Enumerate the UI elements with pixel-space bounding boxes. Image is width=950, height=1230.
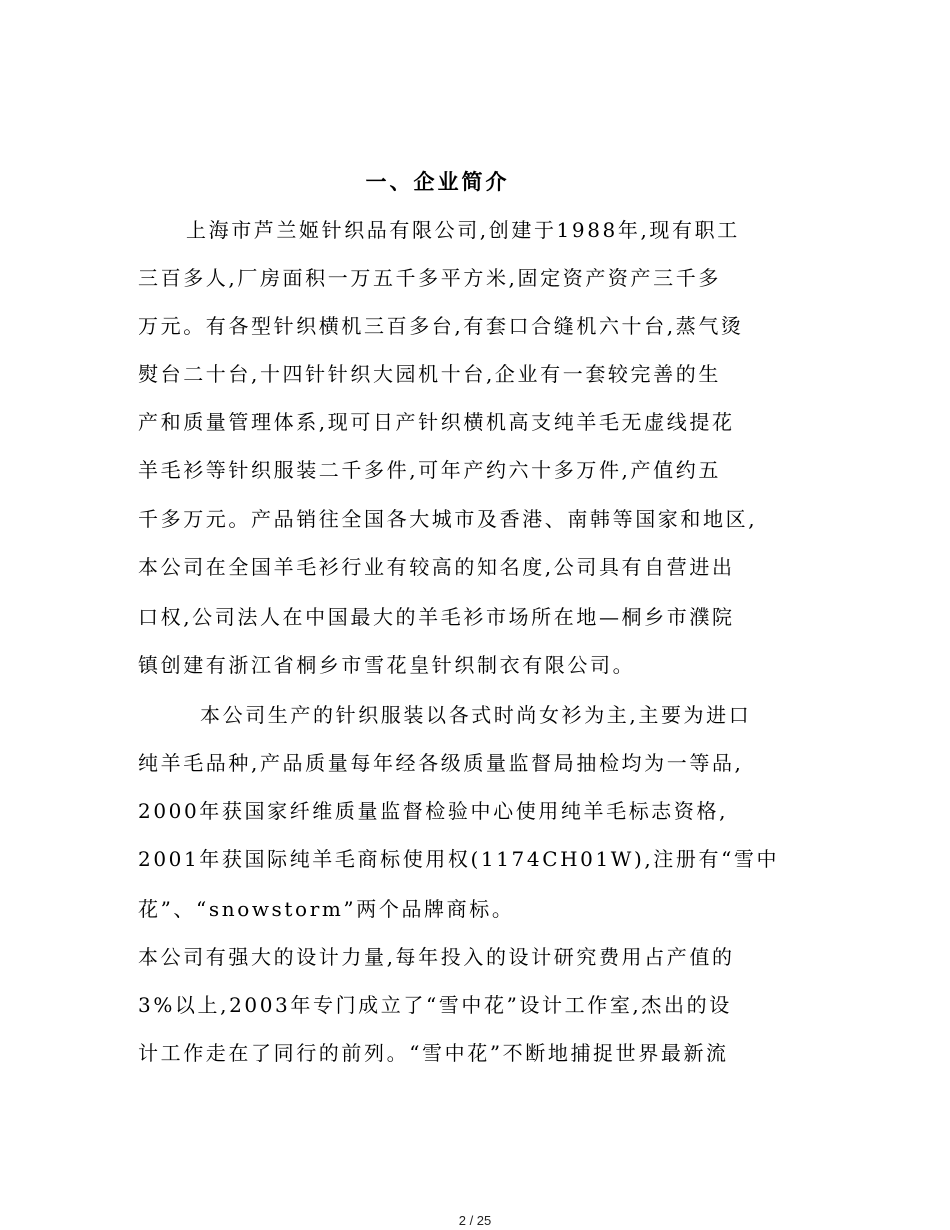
paragraph-line: 产和质量管理体系,现可日产针织横机高支纯羊毛无虚线提花 <box>138 410 735 434</box>
paragraph-line: 纯羊毛品种,产品质量每年经各级质量监督局抽检均为一等品, <box>138 751 744 775</box>
paragraph-line: 本公司生产的针织服装以各式时尚女衫为主,主要为进口 <box>200 703 752 727</box>
paragraph-line: 本公司在全国羊毛衫行业有较高的知名度,公司具有自营进出 <box>138 555 735 579</box>
section-title: 一、企业简介 <box>365 169 510 194</box>
paragraph-line: 千多万元。产品销往全国各大城市及香港、南韩等国家和地区, <box>138 507 758 531</box>
paragraph-line: 三百多人,厂房面积一万五千多平方米,固定资产资产三千多 <box>138 266 721 290</box>
paragraph-line: 计工作走在了同行的前列。“雪中花”不断地捕捉世界最新流 <box>138 1041 729 1065</box>
paragraph-line: 上海市芦兰姬针织品有限公司,创建于1988年,现有职工 <box>186 218 740 242</box>
paragraph-line: 口权,公司法人在中国最大的羊毛衫市场所在地—桐乡市濮院 <box>138 605 735 629</box>
paragraph-line: 本公司有强大的设计力量,每年投入的设计研究费用占产值的 <box>138 945 735 969</box>
paragraph-line: 2001年获国际纯羊毛商标使用权(1174CH01W),注册有“雪中 <box>138 847 780 871</box>
paragraph-line: 万元。有各型针织横机三百多台,有套口合缝机六十台,蒸气烫 <box>138 314 744 338</box>
paragraph-line: 3%以上,2003年专门成立了“雪中花”设计工作室,杰出的设 <box>138 993 732 1017</box>
paragraph-line: 花”、“snowstorm”两个品牌商标。 <box>138 897 515 921</box>
page-number: 2 / 25 <box>458 1213 492 1228</box>
paragraph-line: 镇创建有浙江省桐乡市雪花皇针织制衣有限公司。 <box>138 653 636 677</box>
paragraph-line: 2000年获国家纤维质量监督检验中心使用纯羊毛标志资格, <box>138 799 729 823</box>
paragraph-line: 熨台二十台,十四针针织大园机十台,企业有一套较完善的生 <box>138 362 721 386</box>
paragraph-line: 羊毛衫等针织服装二千多件,可年产约六十多万件,产值约五 <box>138 458 721 482</box>
